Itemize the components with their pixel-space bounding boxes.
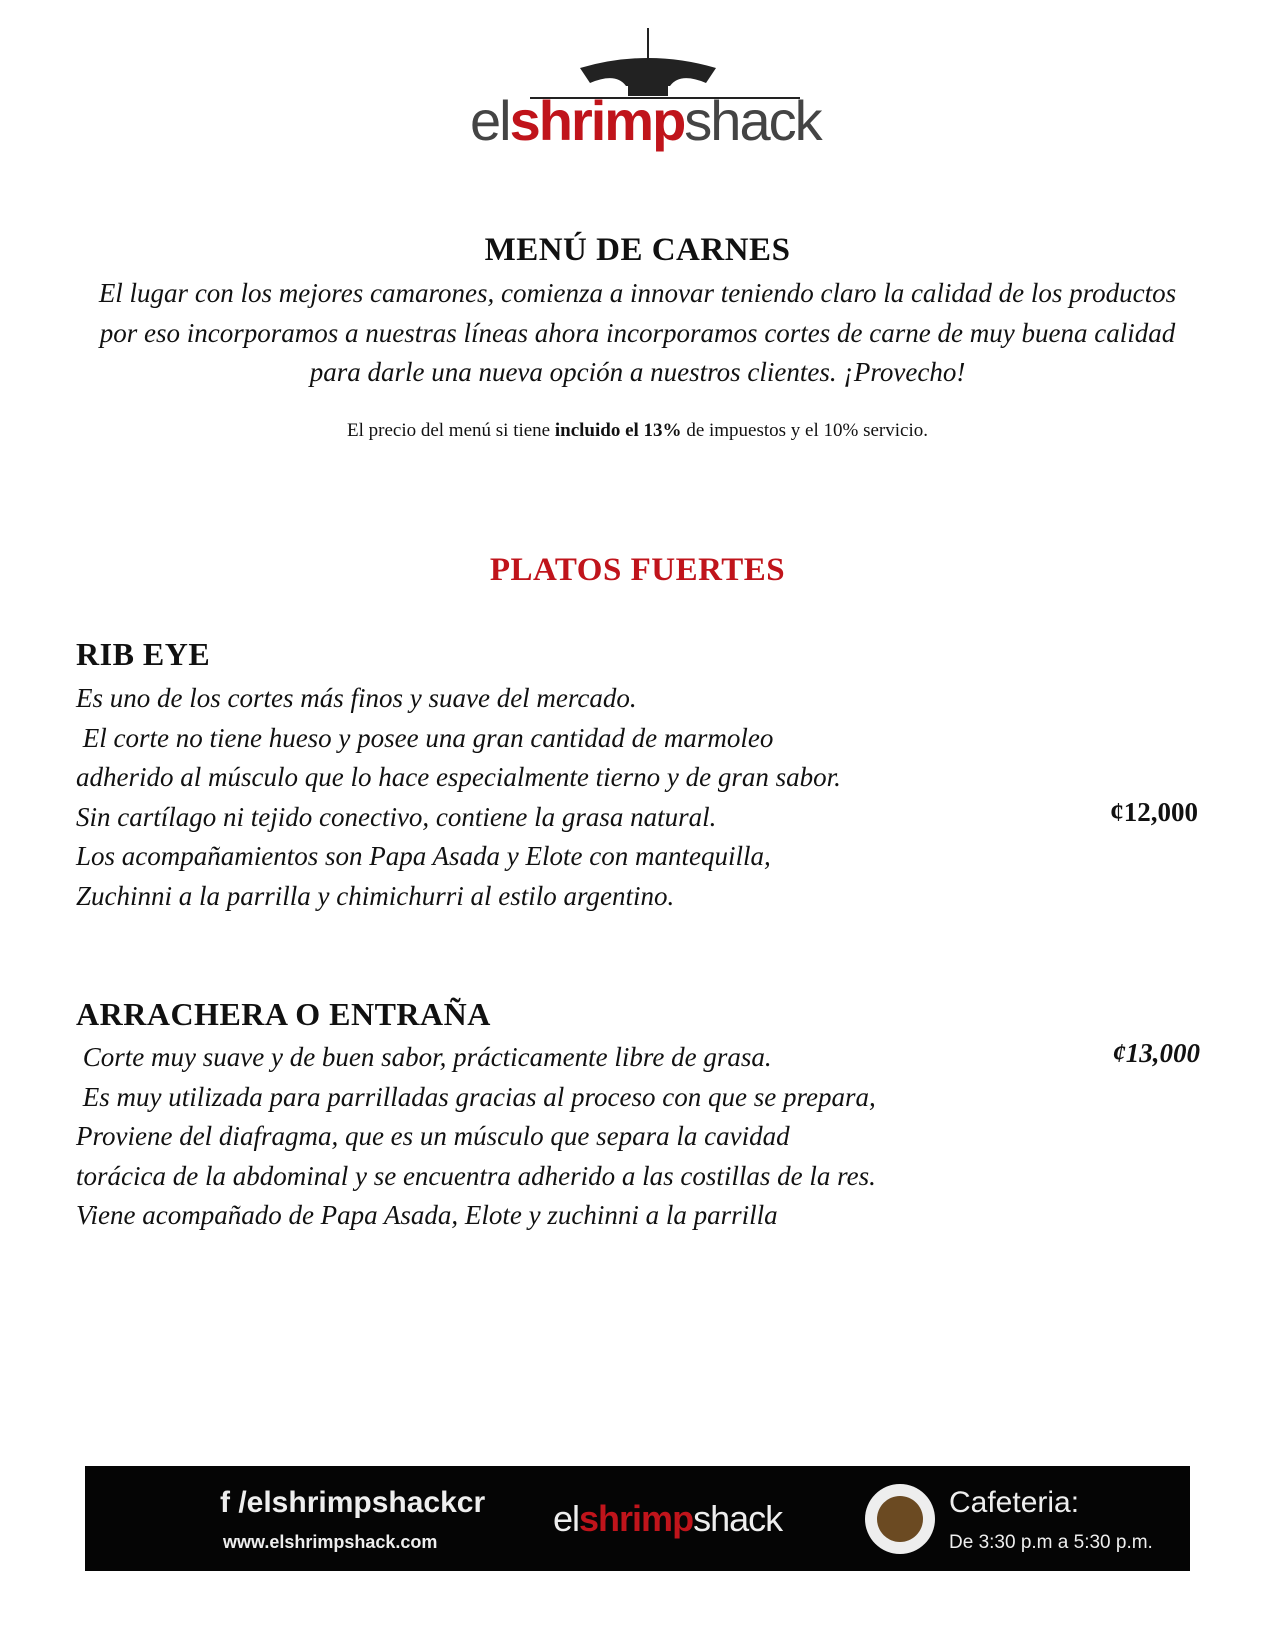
dish-price: ¢13,000 (1112, 1038, 1200, 1068)
cafeteria-hours: De 3:30 p.m a 5:30 p.m. (949, 1532, 1153, 1553)
dish-description: Es uno de los cortes más finos y suave del mercado. El corte no tiene hueso y posee una gran cantidad de marmoleo adherido al músculo que lo hace especialmente tierno y de gran sabor. Sin cartílago ni tejido conectivo, contiene la grasa natural. Los acompañamientos son Papa Asada y Elote con mantequilla, Zuchinni a la parrilla y chimichurri al estilo argentino. (76, 683, 841, 911)
logo-wordmark: elshrimpshack (470, 89, 821, 152)
dish-name: ARRACHERA O ENTRAÑA (76, 996, 491, 1032)
brand-logo (470, 28, 830, 153)
footer-logo: elshrimpshack (553, 1498, 783, 1539)
page-title: MENÚ DE CARNES (484, 232, 791, 268)
facebook-icon: f (220, 1486, 239, 1519)
intro-paragraph: El lugar con los mejores camarones, comienza a innovar teniendo claro la calidad de los productos por eso incorporamos a nuestras líneas ahora incorporamos cortes de carne de muy buena calidad para darle una nueva opción a nuestros clientes. ¡Provecho! (98, 278, 1177, 387)
dish-price: ¢12,000 (1110, 797, 1198, 827)
tax-note: El precio del menú si tiene incluido el 13% de impuestos y el 10% servicio. (346, 420, 928, 441)
footer-banner (75, 1448, 1200, 1583)
facebook-link[interactable]: f /elshrimpshackcr (220, 1486, 486, 1519)
coffee-cup-icon (865, 1484, 935, 1554)
cafeteria-label: Cafeteria: (949, 1486, 1080, 1519)
dish-name: RIB EYE (76, 636, 211, 672)
dish-description: Corte muy suave y de buen sabor, prácticamente libre de grasa. Es muy utilizada para parrilladas gracias al proceso con que se prepara, Proviene del diafragma, que es un músculo que separa la cavidad torácica de la abdominal y se encuentra adherido a las costillas de la res. Viene acompañado de Papa Asada, Elote y zuchinni a la parrilla (76, 1042, 876, 1230)
section-heading: PLATOS FUERTES (489, 552, 786, 588)
website-link[interactable]: www.elshrimpshack.com (223, 1532, 438, 1552)
